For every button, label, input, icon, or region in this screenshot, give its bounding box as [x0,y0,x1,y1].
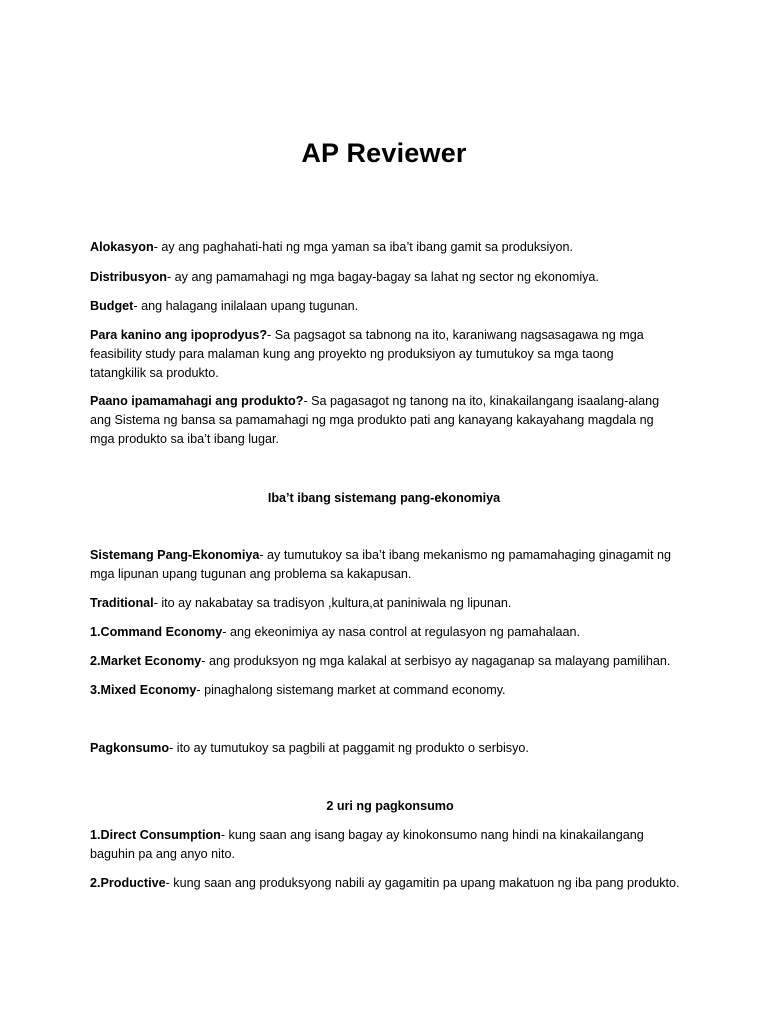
definition-text: - kung saan ang isang bagay ay kinokonsumo nang hindi na kinakailangang baguhin pa ang anyo nito. [90,828,644,861]
term-label: Alokasyon [90,240,154,254]
definition-text: - ay ang paghahati-hati ng mga yaman sa iba’t ibang gamit sa produksiyon. [153,240,574,254]
paragraph-traditional [90,594,690,613]
term-label: Pagkonsumo [90,741,170,755]
paragraph-direct-consumption [90,826,650,864]
definition-text: - ang ekeonimiya ay nasa control at regulasyon ng pamahalaan. [222,625,581,639]
paragraph-budget [90,297,690,316]
paragraph-para-kanino [90,326,670,383]
paragraph-productive [90,874,700,893]
term-label: Sistemang Pang-Ekonomiya [90,548,260,562]
definition-text: - ay tumutukoy sa iba’t ibang mekanismo ng pamamahaging ginagamit ng mga lipunan upang tugunan ang problema sa kakapusan. [90,548,671,581]
heading-economic-systems: Iba’t ibang sistemang pang-ekonomiya [267,491,501,505]
paragraph-pagkonsumo [90,739,690,758]
term-label: Traditional [90,596,154,610]
definition-text: - ang produksyon ng mga kalakal at serbisyo ay nagaganap sa malayang pamilihan. [201,654,671,668]
term-label: 2.Productive [90,876,166,890]
paragraph-paano-ipamamahagi [90,392,680,449]
term-label: 2.Market Economy [90,654,202,668]
definition-text: - pinaghalong sistemang market at command economy. [196,683,506,697]
term-label: 3.Mixed Economy [90,683,197,697]
term-label: 1.Command Economy [90,625,223,639]
term-label: Para kanino ang ipoprodyus? [90,328,268,342]
paragraph-mixed-economy [90,681,690,700]
definition-text: - ang halagang inilalaan upang tugunan. [133,299,359,313]
term-label: Distribusyon [90,270,167,284]
definition-text: - Sa pagasagot ng tanong na ito, kinakailangang isaalang-alang ang Sistema ng bansa sa pamamahagi ng mga produkto pati ang kanayang kakayahang magdala ng mga produkto sa iba’t ibang lugar. [90,394,660,446]
paragraph-market-economy [90,652,690,671]
definition-text: - ito ay tumutukoy sa pagbili at paggamit ng produkto o serbisyo. [169,741,529,755]
definition-text: - kung saan ang produksyong nabili ay gagamitin pa upang makatuon ng iba pang produkto. [165,876,680,890]
paragraph-alokasyon [90,238,690,257]
paragraph-command-economy [90,623,690,642]
paragraph-distribusyon [90,268,690,287]
heading-consumption-types: 2 uri ng pagkonsumo [326,799,454,813]
paragraph-sistemang-pang-ekonomiya [90,546,680,584]
definition-text: - ay ang pamamahagi ng mga bagay-bagay sa lahat ng sector ng ekonomiya. [166,270,599,284]
definition-text: - ito ay nakabatay sa tradisyon ,kultura,at paniniwala ng lipunan. [153,596,512,610]
definition-text: - Sa pagsagot sa tabnong na ito, karaniwang nagsasagawa ng mga feasibility study para malaman kung ang proyekto ng produksiyon ay tumutukoy sa mga taong tatangkilik sa produkto. [90,328,644,380]
term-label: 1.Direct Consumption [90,828,221,842]
term-label: Paano ipamamahagi ang produkto? [90,394,304,408]
term-label: Budget [90,299,134,313]
document-title: AP Reviewer [301,138,467,168]
